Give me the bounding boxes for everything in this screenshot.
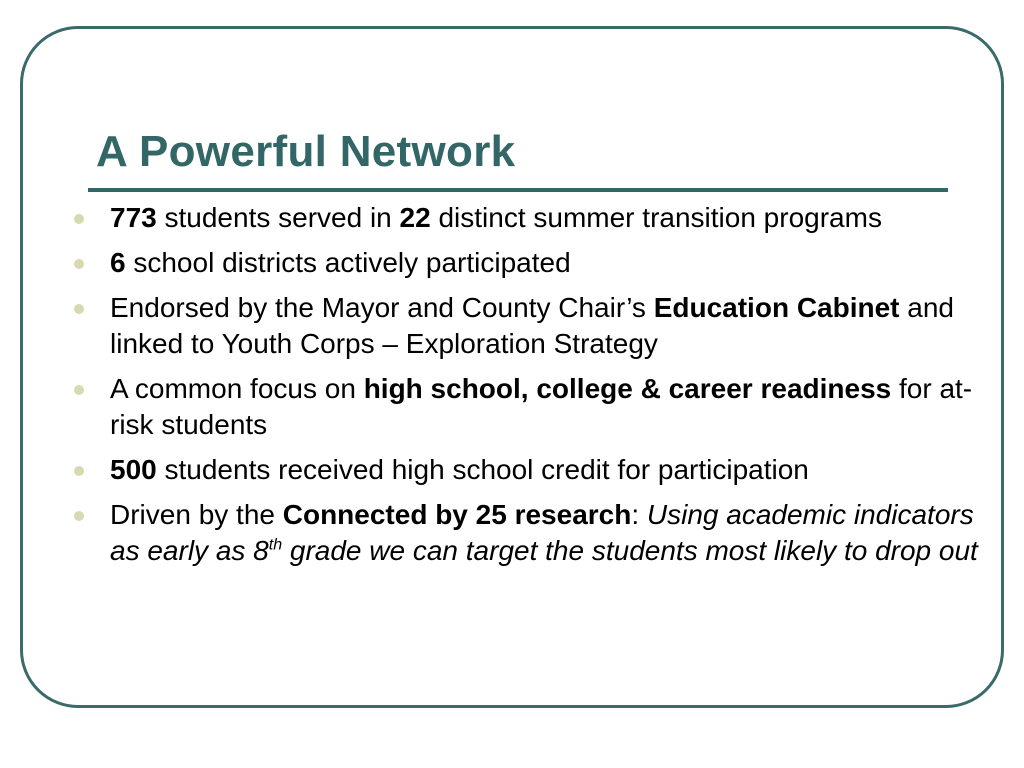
slide-title: A Powerful Network xyxy=(96,127,516,176)
bullet-text: A common focus on xyxy=(110,373,364,404)
bullet-item xyxy=(72,371,982,443)
bullet-text: : xyxy=(631,499,647,530)
bold-text: 500 xyxy=(110,454,157,485)
bullet-text: Endorsed by the Mayor and County Chair’s xyxy=(110,292,654,323)
bullet-text: students received high school credit for participation xyxy=(156,454,809,485)
bullet-item xyxy=(72,452,982,488)
title-underline xyxy=(88,188,948,192)
bullet-text: and linked to Youth Corps – Exploration Strategy xyxy=(110,292,954,359)
bold-text: Education Cabinet xyxy=(653,292,900,323)
italic-text: Using academic indicators as early as 8 xyxy=(110,499,974,566)
bullet-text: for at-risk students xyxy=(110,373,973,440)
bullet-item xyxy=(72,290,982,362)
bullet-dot-icon xyxy=(74,259,84,269)
bullet-dot-icon xyxy=(74,466,84,476)
bold-text: high school, college & career readiness xyxy=(363,373,892,404)
bold-text: Connected by 25 research xyxy=(282,499,632,530)
bullet-item xyxy=(72,245,982,281)
italic-text: grade we can target the students most likely to drop out xyxy=(282,535,978,566)
bullet-text: students served in xyxy=(156,202,400,233)
bullet-text: school districts actively participated xyxy=(125,247,571,278)
bullet-dot-icon xyxy=(74,511,84,521)
bold-text: 22 xyxy=(399,202,431,233)
superscript-text: th xyxy=(268,536,283,554)
bullet-item xyxy=(72,497,982,569)
bullet-list xyxy=(72,200,982,578)
bold-text: 773 xyxy=(110,202,157,233)
bullet-dot-icon xyxy=(74,304,84,314)
bullet-dot-icon xyxy=(74,214,84,224)
bullet-text: distinct summer transition programs xyxy=(430,202,882,233)
bullet-dot-icon xyxy=(74,385,84,395)
bullet-text: Driven by the xyxy=(110,499,283,530)
bold-text: 6 xyxy=(110,247,126,278)
bullet-item xyxy=(72,200,982,236)
